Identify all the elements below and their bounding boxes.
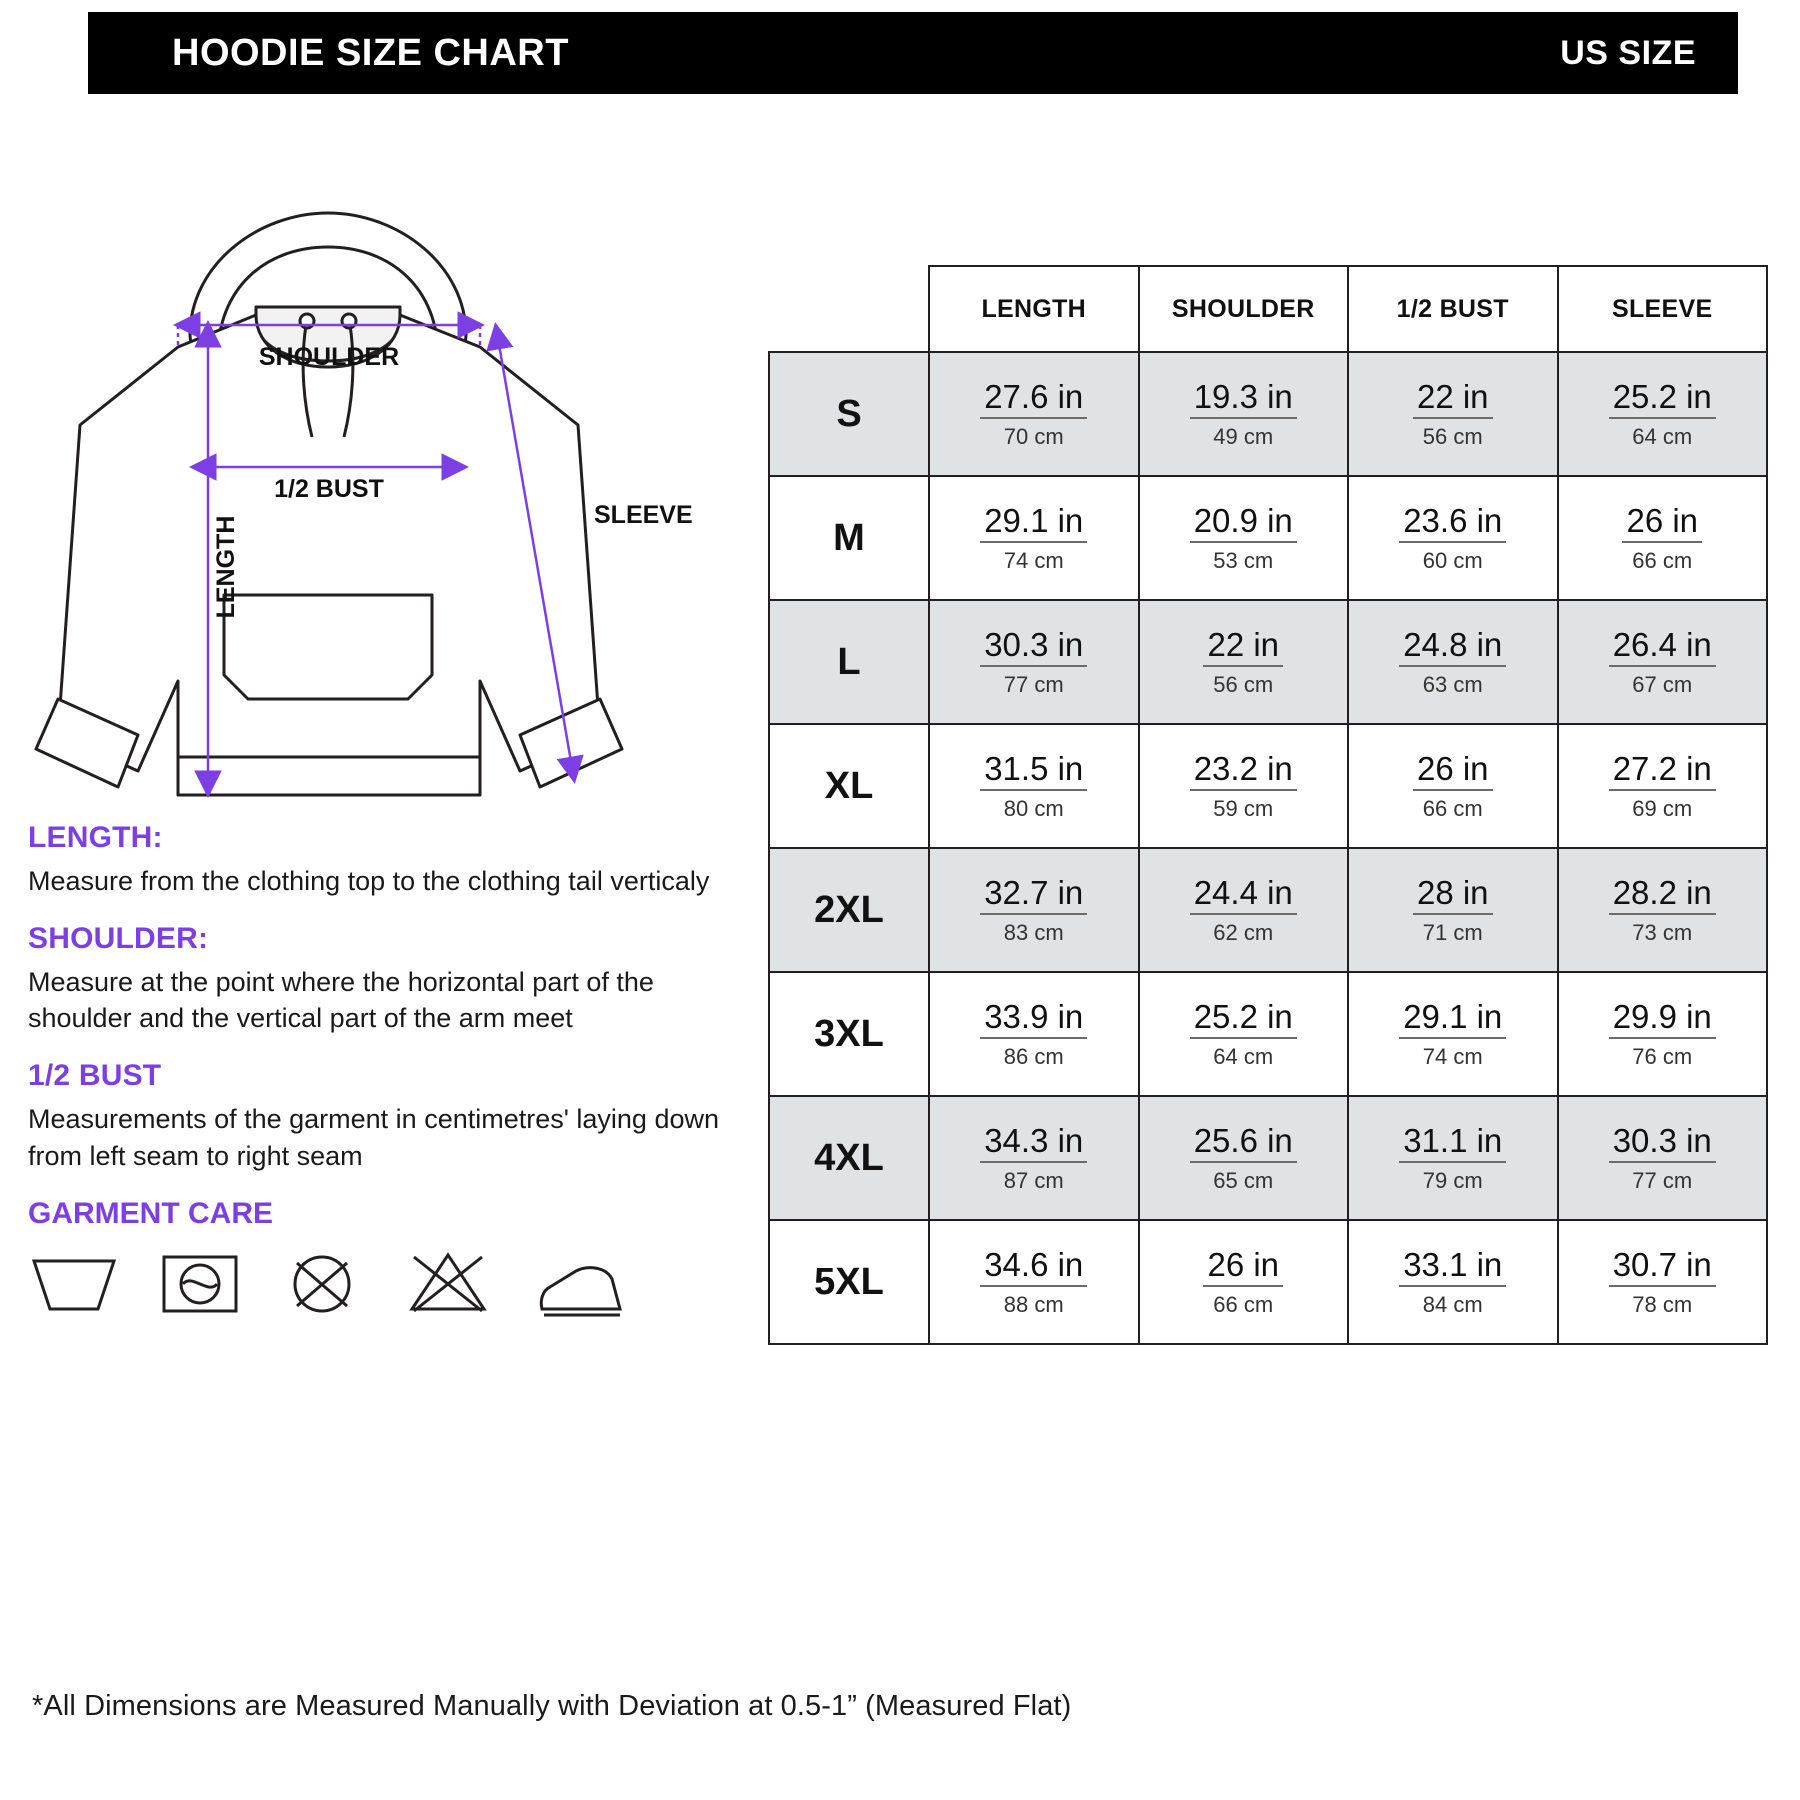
value-inches: 33.9 in — [980, 1000, 1087, 1039]
cell-shoulder — [1139, 1220, 1349, 1344]
value-cm: 66 cm — [1213, 1291, 1274, 1317]
value-cm: 66 cm — [1422, 795, 1483, 821]
left-column — [28, 175, 758, 1317]
value-cm: 77 cm — [1632, 1167, 1693, 1193]
value-cm: 88 cm — [1003, 1291, 1064, 1317]
value-cm: 49 cm — [1213, 423, 1274, 449]
value-inches: 32.7 in — [980, 876, 1087, 915]
value-cm: 53 cm — [1213, 547, 1274, 573]
cell-shoulder — [1139, 352, 1349, 476]
table-corner-cell — [769, 266, 929, 352]
cell-half-bust — [1348, 476, 1558, 600]
measurement-definition-length — [28, 821, 758, 900]
tumble-dry-icon — [158, 1251, 242, 1317]
cell-shoulder — [1139, 600, 1349, 724]
value-inches: 31.1 in — [1399, 1124, 1506, 1163]
row-size-label: 5XL — [769, 1220, 929, 1344]
measurement-text: Measurements of the garment in centimetres' laying down from left seam to right seam — [28, 1104, 719, 1171]
value-inches: 23.6 in — [1399, 504, 1506, 543]
value-inches: 26 in — [1203, 1248, 1283, 1287]
value-cm: 86 cm — [1003, 1043, 1064, 1069]
value-inches: 26 in — [1413, 752, 1493, 791]
cell-half-bust — [1348, 848, 1558, 972]
illustration-label-shoulder: SHOULDER — [258, 343, 400, 371]
value-cm: 83 cm — [1003, 919, 1064, 945]
illustration-label-length: LENGTH — [212, 515, 240, 619]
value-inches: 25.2 in — [1609, 380, 1716, 419]
row-size-label: S — [769, 352, 929, 476]
hand-wash-icon — [28, 1251, 120, 1317]
table-row — [769, 724, 1767, 848]
cell-length — [929, 724, 1139, 848]
cell-half-bust — [1348, 724, 1558, 848]
measurement-text: Measure at the point where the horizontal part of the shoulder and the vertical part of the arm meet — [28, 966, 654, 1034]
table-row — [769, 352, 1767, 476]
illustration-label-half-bust: 1/2 BUST — [274, 475, 384, 503]
footer-disclaimer: *All Dimensions are Measured Manually with Deviation at 0.5-1” (Measured Flat) — [32, 1690, 1072, 1722]
illustration-label-sleeve: SLEEVE — [594, 501, 693, 529]
cell-half-bust — [1348, 352, 1558, 476]
cell-length — [929, 600, 1139, 724]
cell-half-bust — [1348, 972, 1558, 1096]
cell-sleeve — [1558, 600, 1768, 724]
value-inches: 28.2 in — [1609, 876, 1716, 915]
header-bar — [88, 12, 1738, 94]
value-inches: 22 in — [1413, 380, 1493, 419]
value-cm: 63 cm — [1422, 671, 1483, 697]
value-cm: 65 cm — [1213, 1167, 1274, 1193]
cell-length — [929, 972, 1139, 1096]
hoodie-illustration — [28, 175, 728, 815]
cell-half-bust — [1348, 1096, 1558, 1220]
cell-length — [929, 1096, 1139, 1220]
table-row — [769, 476, 1767, 600]
value-cm: 67 cm — [1632, 671, 1693, 697]
garment-care-heading: GARMENT CARE — [28, 1196, 273, 1230]
row-size-label: XL — [769, 724, 929, 848]
row-size-label: 4XL — [769, 1096, 929, 1220]
cell-shoulder — [1139, 972, 1349, 1096]
cell-sleeve — [1558, 476, 1768, 600]
cell-length — [929, 848, 1139, 972]
value-cm: 76 cm — [1632, 1043, 1693, 1069]
table-row — [769, 600, 1767, 724]
value-cm: 80 cm — [1003, 795, 1064, 821]
measurement-definition-half-bust — [28, 1059, 758, 1174]
table-row — [769, 1220, 1767, 1344]
cell-shoulder — [1139, 848, 1349, 972]
table-row — [769, 972, 1767, 1096]
value-inches: 29.1 in — [1399, 1000, 1506, 1039]
value-cm: 87 cm — [1003, 1167, 1064, 1193]
value-inches: 34.6 in — [980, 1248, 1087, 1287]
value-inches: 27.6 in — [980, 380, 1087, 419]
column-header-half-bust: 1/2 BUST — [1348, 266, 1558, 352]
value-cm: 71 cm — [1422, 919, 1483, 945]
value-inches: 26 in — [1622, 504, 1702, 543]
cell-sleeve — [1558, 972, 1768, 1096]
column-header-sleeve: SLEEVE — [1558, 266, 1768, 352]
cell-shoulder — [1139, 476, 1349, 600]
value-cm: 84 cm — [1422, 1291, 1483, 1317]
row-size-label: L — [769, 600, 929, 724]
value-inches: 25.6 in — [1190, 1124, 1297, 1163]
value-cm: 74 cm — [1003, 547, 1064, 573]
value-cm: 69 cm — [1632, 795, 1693, 821]
value-inches: 25.2 in — [1190, 1000, 1297, 1039]
cell-sleeve — [1558, 1096, 1768, 1220]
cell-half-bust — [1348, 600, 1558, 724]
value-inches: 22 in — [1203, 628, 1283, 667]
garment-care-section — [28, 1197, 758, 1317]
size-system-label: US SIZE — [1560, 33, 1696, 72]
value-cm: 56 cm — [1422, 423, 1483, 449]
cell-shoulder — [1139, 724, 1349, 848]
value-cm: 73 cm — [1632, 919, 1693, 945]
row-size-label: 2XL — [769, 848, 929, 972]
value-inches: 30.3 in — [1609, 1124, 1716, 1163]
value-inches: 26.4 in — [1609, 628, 1716, 667]
measurement-text: Measure from the clothing top to the clothing tail verticaly — [28, 866, 710, 896]
row-size-label: M — [769, 476, 929, 600]
value-inches: 33.1 in — [1399, 1248, 1506, 1287]
value-cm: 60 cm — [1422, 547, 1483, 573]
cell-length — [929, 1220, 1139, 1344]
value-inches: 24.8 in — [1399, 628, 1506, 667]
value-cm: 78 cm — [1632, 1291, 1693, 1317]
cell-length — [929, 352, 1139, 476]
value-inches: 31.5 in — [980, 752, 1087, 791]
value-cm: 70 cm — [1003, 423, 1064, 449]
cell-sleeve — [1558, 1220, 1768, 1344]
value-cm: 64 cm — [1213, 1043, 1274, 1069]
value-cm: 79 cm — [1422, 1167, 1483, 1193]
page-title: HOODIE SIZE CHART — [172, 31, 569, 74]
value-cm: 74 cm — [1422, 1043, 1483, 1069]
column-header-shoulder: SHOULDER — [1139, 266, 1349, 352]
row-size-label: 3XL — [769, 972, 929, 1096]
size-table-container — [768, 265, 1768, 1345]
value-inches: 29.9 in — [1609, 1000, 1716, 1039]
value-cm: 77 cm — [1003, 671, 1064, 697]
iron-low-icon — [532, 1257, 630, 1317]
do-not-bleach-icon — [280, 1251, 364, 1317]
value-cm: 62 cm — [1213, 919, 1274, 945]
value-inches: 30.3 in — [980, 628, 1087, 667]
value-inches: 23.2 in — [1190, 752, 1297, 791]
cell-sleeve — [1558, 352, 1768, 476]
value-inches: 30.7 in — [1609, 1248, 1716, 1287]
table-row — [769, 848, 1767, 972]
measurement-heading: 1/2 BUST — [28, 1059, 162, 1093]
value-inches: 34.3 in — [980, 1124, 1087, 1163]
column-header-length: LENGTH — [929, 266, 1139, 352]
cell-length — [929, 476, 1139, 600]
measurement-definition-shoulder — [28, 922, 758, 1037]
value-cm: 56 cm — [1213, 671, 1274, 697]
value-cm: 64 cm — [1632, 423, 1693, 449]
cell-sleeve — [1558, 724, 1768, 848]
value-inches: 27.2 in — [1609, 752, 1716, 791]
value-inches: 24.4 in — [1190, 876, 1297, 915]
table-row — [769, 1096, 1767, 1220]
size-table — [768, 265, 1768, 1345]
value-inches: 29.1 in — [980, 504, 1087, 543]
cell-half-bust — [1348, 1220, 1558, 1344]
cell-sleeve — [1558, 848, 1768, 972]
cell-shoulder — [1139, 1096, 1349, 1220]
table-header-row — [769, 266, 1767, 352]
value-inches: 20.9 in — [1190, 504, 1297, 543]
value-inches: 19.3 in — [1190, 380, 1297, 419]
value-cm: 59 cm — [1213, 795, 1274, 821]
value-cm: 66 cm — [1632, 547, 1693, 573]
measurement-heading: LENGTH: — [28, 821, 163, 854]
do-not-dry-clean-icon — [402, 1249, 494, 1317]
measurement-heading: SHOULDER: — [28, 921, 209, 955]
value-inches: 28 in — [1413, 876, 1493, 915]
garment-care-icon-row — [28, 1249, 758, 1317]
